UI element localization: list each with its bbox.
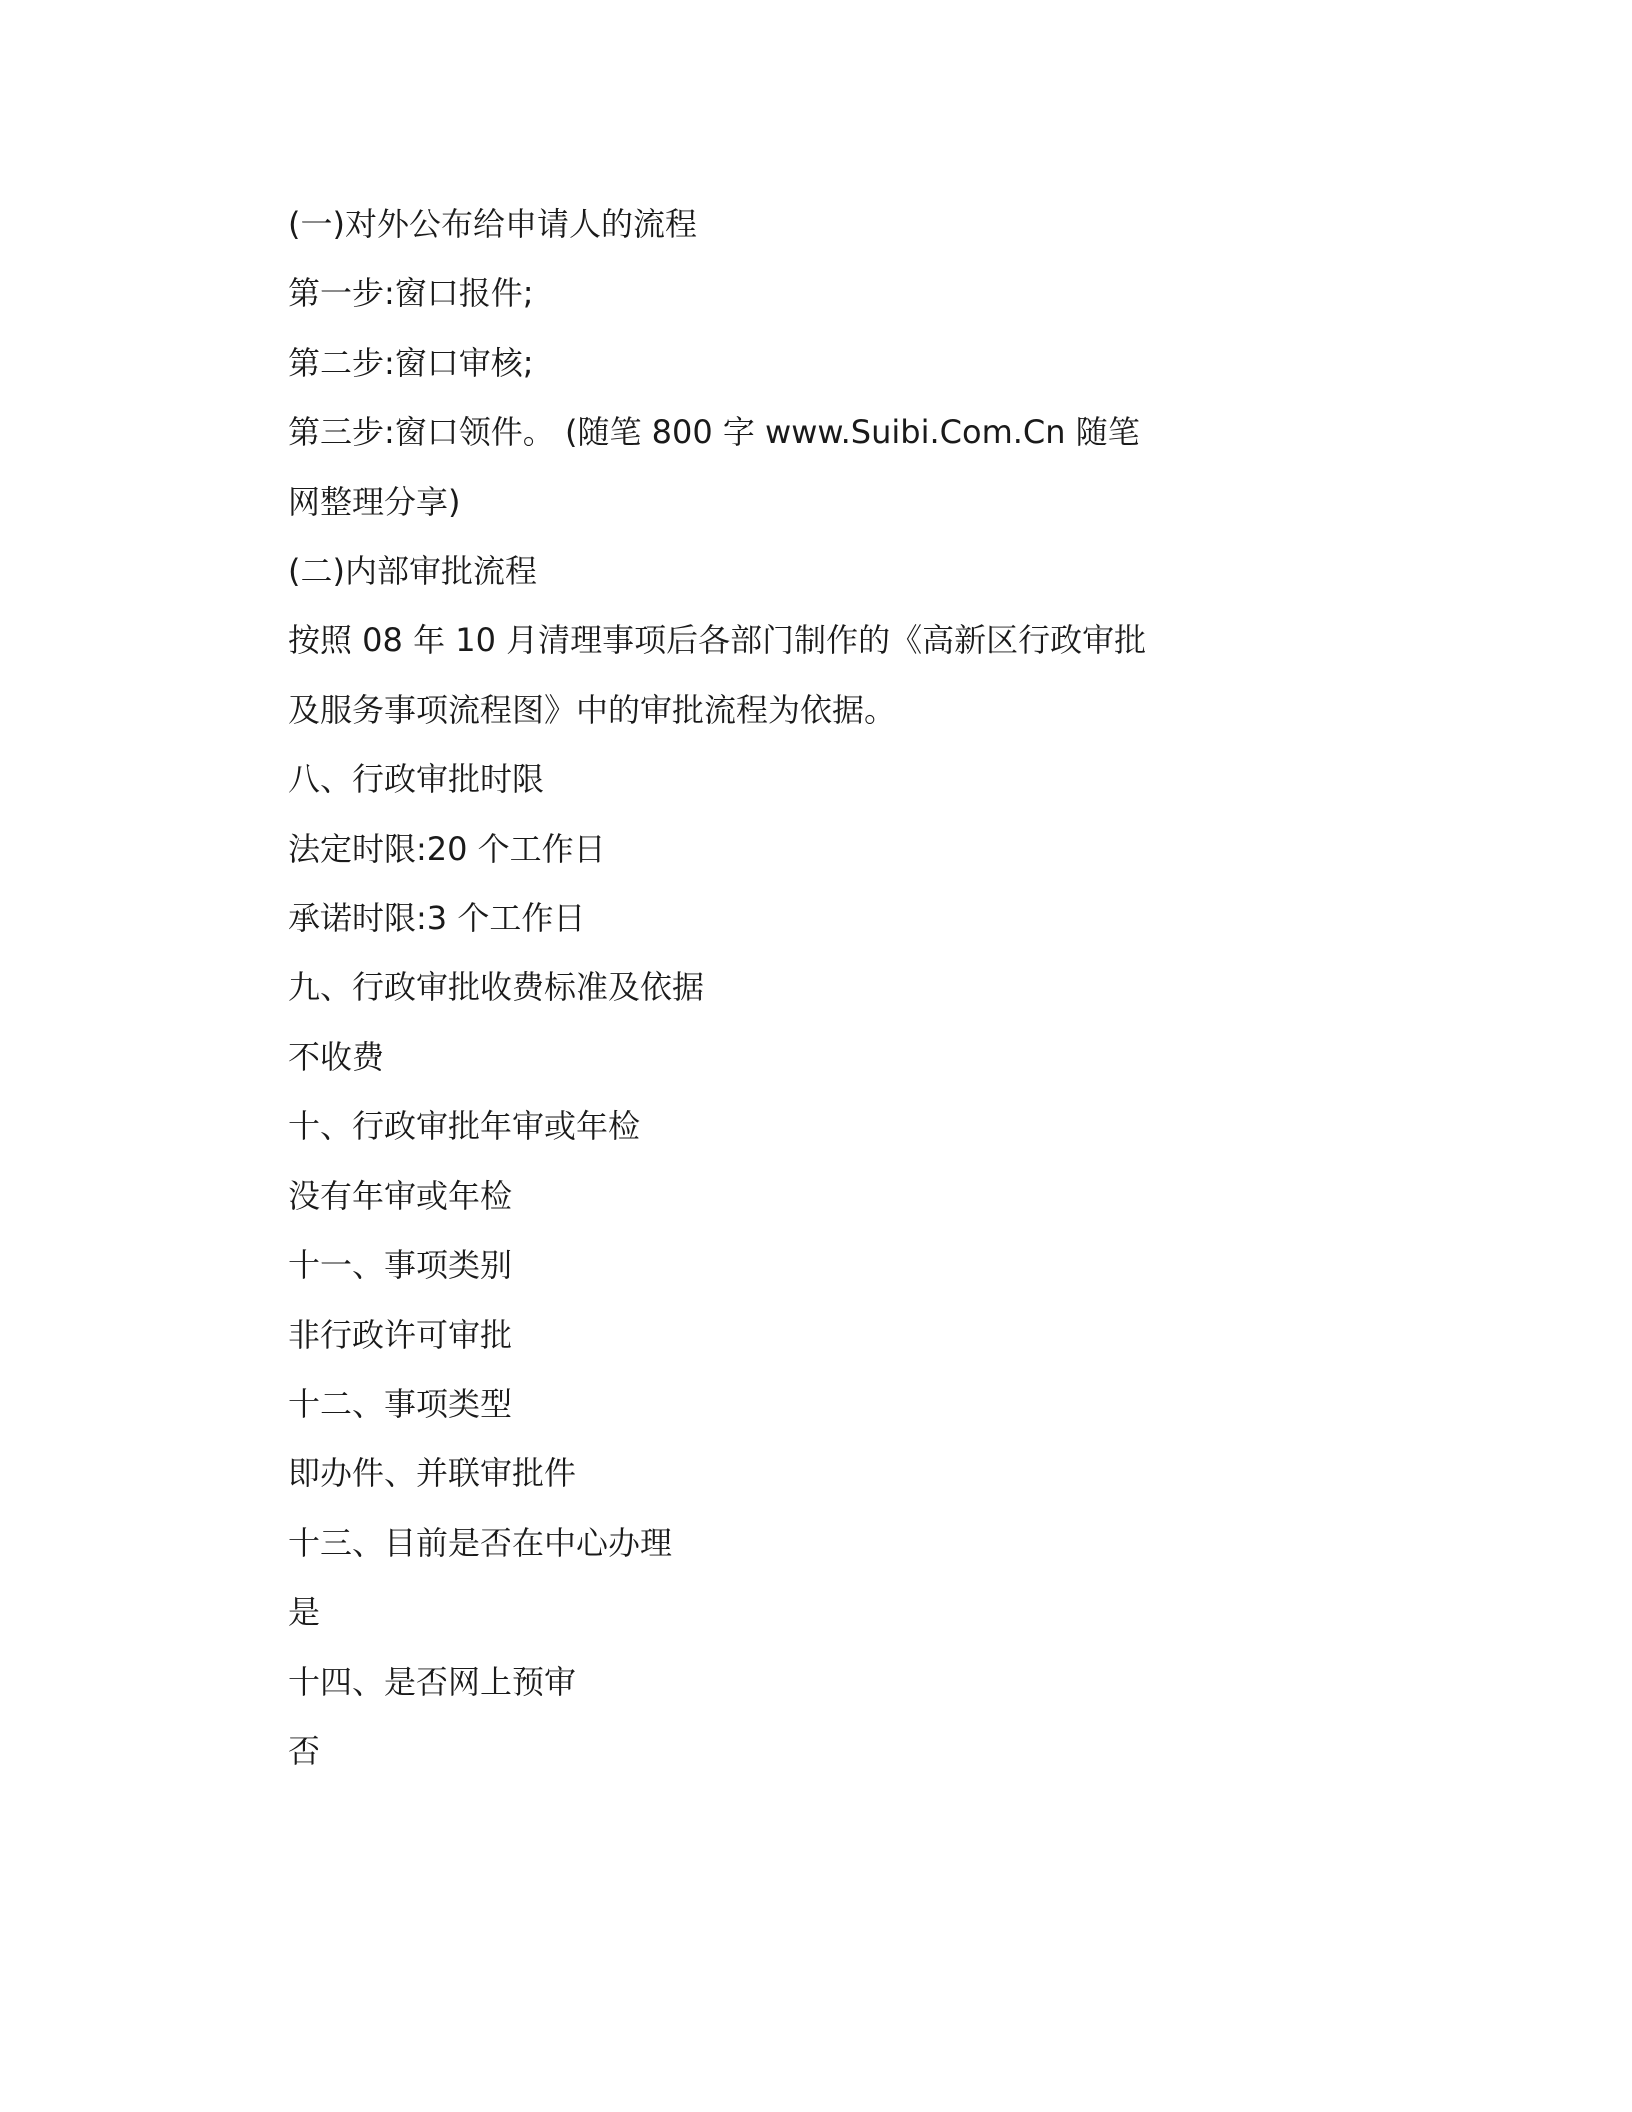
step-3-text: 第三步:窗口领件。 (随笔 800 字 www.Suibi.Com.Cn 随笔 bbox=[288, 413, 1140, 452]
step-3-text-continued: 网整理分享) bbox=[288, 482, 461, 521]
center-handling-text: 是 bbox=[288, 1593, 321, 1632]
section-heading-item-category: 十一、事项类别 bbox=[288, 1246, 513, 1285]
internal-process-text-continued: 及服务事项流程图》中的审批流程为依据。 bbox=[288, 690, 897, 729]
section-heading-online-review: 十四、是否网上预审 bbox=[288, 1662, 577, 1701]
section-heading-fees: 九、行政审批收费标准及依据 bbox=[288, 968, 705, 1007]
step-2-text: 第二步:窗口审核; bbox=[288, 343, 534, 382]
section-heading-time-limit: 八、行政审批时限 bbox=[288, 760, 545, 799]
online-review-text: 否 bbox=[288, 1731, 321, 1770]
promised-time-limit-text: 承诺时限:3 个工作日 bbox=[288, 899, 586, 938]
section-heading-annual-review: 十、行政审批年审或年检 bbox=[288, 1107, 641, 1146]
document-body bbox=[288, 190, 1188, 1786]
section-heading-internal-process: (二)内部审批流程 bbox=[288, 552, 537, 591]
section-heading-center-handling: 十三、目前是否在中心办理 bbox=[288, 1523, 673, 1562]
section-heading-public-process: (一)对外公布给申请人的流程 bbox=[288, 205, 697, 243]
fees-text: 不收费 bbox=[288, 1037, 385, 1076]
annual-review-text: 没有年审或年检 bbox=[288, 1176, 513, 1215]
item-type-text: 即办件、并联审批件 bbox=[288, 1454, 577, 1493]
internal-process-text: 按照 08 年 10 月清理事项后各部门制作的《高新区行政审批 bbox=[288, 621, 1147, 660]
legal-time-limit-text: 法定时限:20 个工作日 bbox=[288, 829, 606, 868]
step-1-text: 第一步:窗口报件; bbox=[288, 274, 534, 313]
item-category-text: 非行政许可审批 bbox=[288, 1315, 513, 1354]
section-heading-item-type: 十二、事项类型 bbox=[288, 1384, 513, 1423]
